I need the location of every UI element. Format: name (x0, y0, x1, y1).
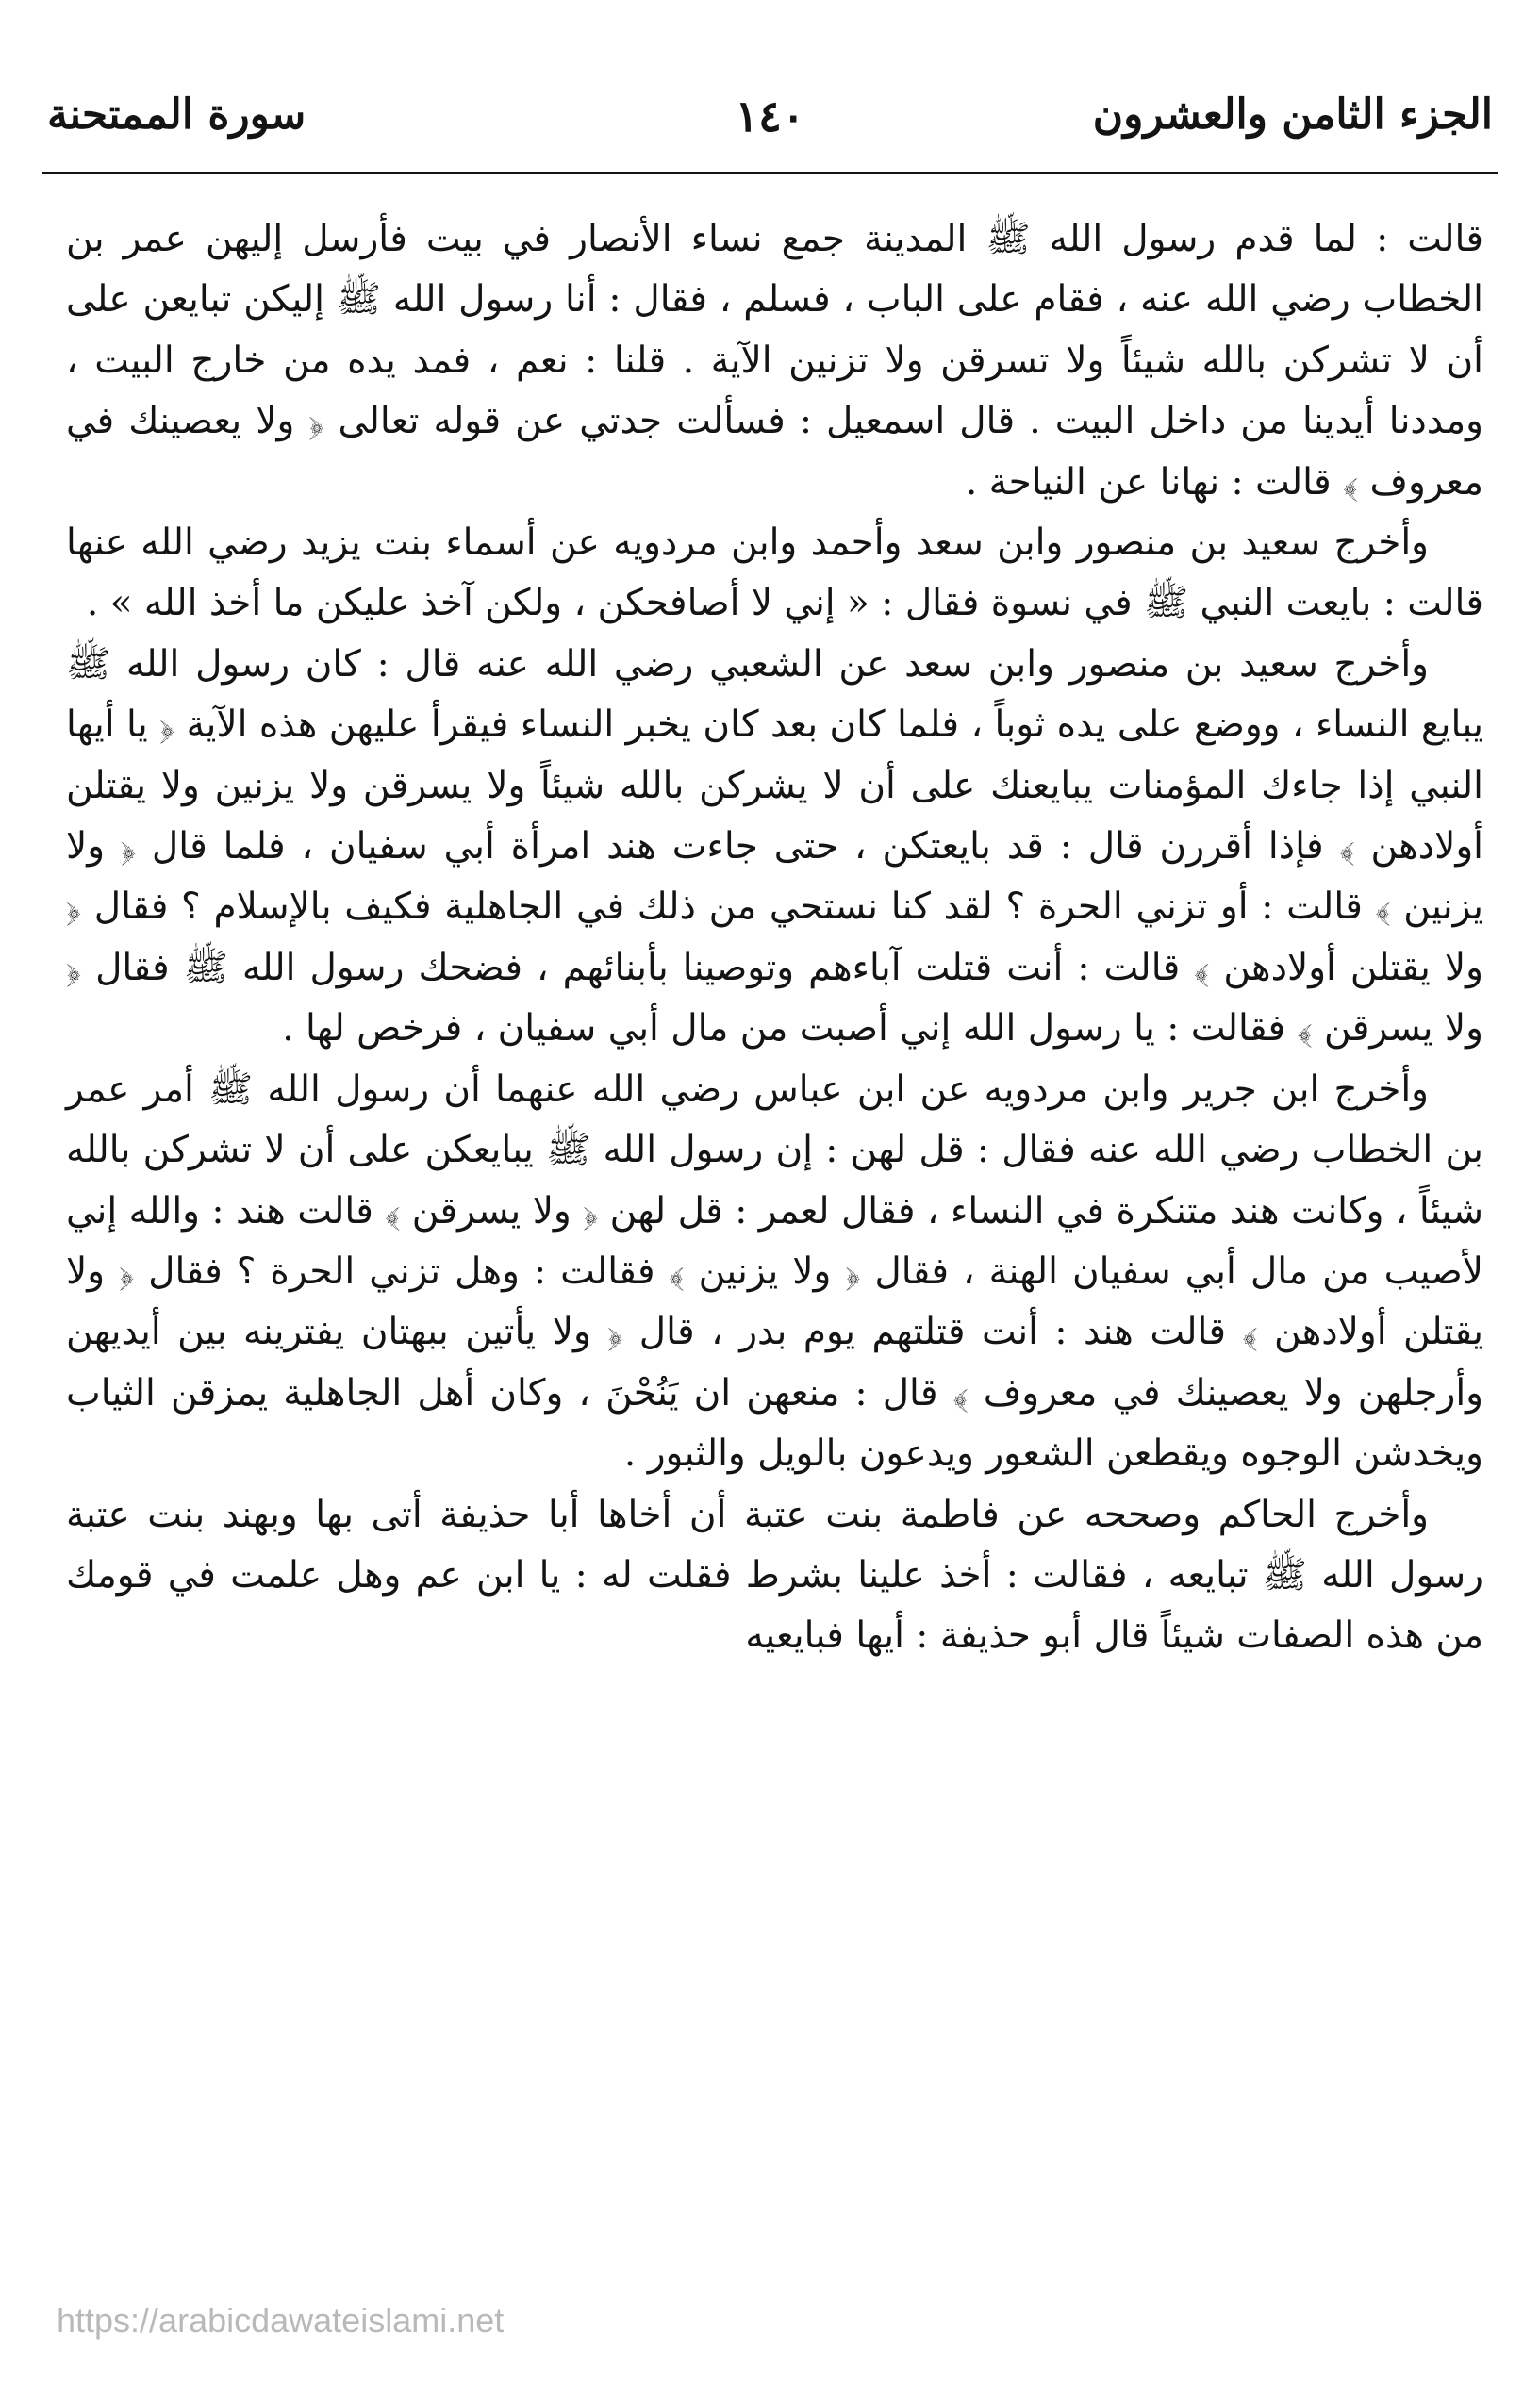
page-body (66, 209, 1483, 1667)
watermark-url: https://arabicdawateislami.net (57, 2301, 505, 2340)
surah-title: سورة الممتحنة (47, 91, 306, 139)
juz-title: الجزء الثامن والعشرون (1092, 91, 1493, 139)
paragraph-3: وأخرج سعيد بن منصور وابن سعد عن الشعبي رضي الله عنه قال : كان رسول الله ﷺ يبايع النساء ، ووضع على يده ثوباً ، فلما كان بعد كان يخبر النساء فيقرأ عليهن هذه الآية ﴿ يا أيها النبي إذا جاءك المؤمنات يبايعنك على أن لا يشركن بالله شيئاً ولا يسرقن ولا يزنين ولا يقتلن أولادهن ﴾ فإذا أقررن قال : قد بايعتكن ، حتى جاءت هند امرأة أبي سفيان ، فلما قال ﴿ ولا يزنين ﴾ قالت : أو تزني الحرة ؟ لقد كنا نستحي من ذلك في الجاهلية فكيف بالإسلام ؟ فقال ﴿ ولا يقتلن أولادهن ﴾ قالت : أنت قتلت آباءهم وتوصينا بأبنائهم ، فضحك رسول الله ﷺ فقال ﴿ ولا يسرقن ﴾ فقالت : يا رسول الله إني أصبت من مال أبي سفيان ، فرخص لها . (66, 642, 1483, 1051)
paragraph-4: وأخرج ابن جرير وابن مردويه عن ابن عباس رضي الله عنهما أن رسول الله ﷺ أمر عمر بن الخطاب رضي الله عنه فقال : قل لهن : إن رسول الله ﷺ يبايعكن على أن لا تشركن بالله شيئاً ، وكانت هند متنكرة في النساء ، فقال لعمر : قل لهن ﴿ ولا يسرقن ﴾ قالت هند : والله إني لأصيب من مال أبي سفيان الهنة ، فقال ﴿ ولا يزنين ﴾ فقالت : وهل تزني الحرة ؟ فقال ﴿ ولا يقتلن أولادهن ﴾ قالت هند : أنت قتلتهم يوم بدر ، قال ﴿ ولا يأتين ببهتان يفترينه بين أيديهن وأرجلهن ولا يعصينك في معروف ﴾ قال : منعهن ان يَنُحْنَ ، وكان أهل الجاهلية يمزقن الثياب ويخدشن الوجوه ويقطعن الشعور ويدعون بالويل والثبور . (66, 1067, 1483, 1476)
page-number: ١٤٠ (735, 91, 805, 141)
header-divider (42, 172, 1498, 174)
paragraph-2: وأخرج سعيد بن منصور وابن سعد وأحمد وابن مردويه عن أسماء بنت يزيد رضي الله عنها قالت : بايعت النبي ﷺ في نسوة فقال : « إني لا أصافحكن ، ولكن آخذ عليكن ما أخذ الله » . (66, 521, 1483, 625)
paragraph-1: قالت : لما قدم رسول الله ﷺ المدينة جمع نساء الأنصار في بيت فأرسل إليهن عمر بن الخطاب رضي الله عنه ، فقام على الباب ، فسلم ، فقال : أنا رسول الله ﷺ إليكن تبايعن على أن لا تشركن بالله شيئاً ولا تسرقن ولا تزنين الآية . قلنا : نعم ، فمد يده من خارج البيت ، ومددنا أيدينا من داخل البيت . قال اسمعيل : فسألت جدتي عن قوله تعالى ﴿ ولا يعصينك في معروف ﴾ قالت : نهانا عن النياحة . (66, 218, 1483, 504)
page-header (47, 91, 1493, 157)
paragraph-5: وأخرج الحاكم وصححه عن فاطمة بنت عتبة أن أخاها أبا حذيفة أتى بها وبهند بنت عتبة رسول الله ﷺ تبايعه ، فقالت : أخذ علينا بشرط فقلت له : يا ابن عم وهل علمت في قومك من هذه الصفات شيئاً قال أبو حذيفة : أيها فبايعيه (66, 1493, 1483, 1658)
